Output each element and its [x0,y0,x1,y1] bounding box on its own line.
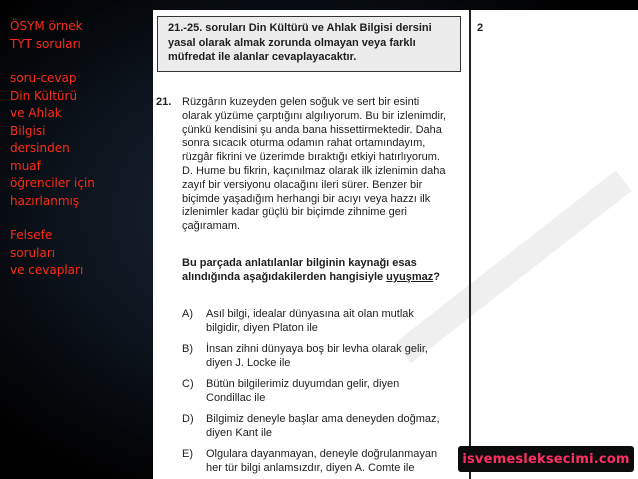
caption-line: dersinden [10,141,70,155]
caption-line: ve Ahlak [10,106,62,120]
exam-page [153,10,638,479]
option-line: Olgulara dayanmayan, deneyle doğrulanmayan [206,448,438,460]
question-number: 21. [156,96,172,108]
option-letter: D) [182,413,194,425]
passage-line: biçimde yaşadığım herhangi bir acıyı veya hazzı ilk [182,192,431,205]
left-caption-panel [10,18,150,297]
instruction-line: müfredat ile alanlar cevaplayacaktır. [168,51,357,63]
passage-line: çağıramam. [182,220,241,233]
side-page-number: 2 [477,22,484,34]
caption-line: ve cevapları [10,263,84,277]
option-letter: A) [182,308,193,320]
caption-block-description [10,70,150,210]
caption-line: soru-cevap [10,71,77,85]
option-line: Condillac ile [206,392,266,405]
instruction-line: 21.-25. soruları Din Kültürü ve Ahlak Bilgisi dersini [168,22,432,34]
caption-line: Din Kültürü [10,88,78,103]
caption-line: TYT soruları [10,36,81,51]
option-line: bilgidir, diyen Platon ile [206,322,318,335]
instruction-box [157,16,461,72]
option-line: her tür bilgi anlamsızdır, diyen A. Comte ile [206,462,415,475]
passage-line: izlenimler kadar güçlü bir biçimde zihnime geri [182,206,407,219]
option-letter: B) [182,343,193,355]
caption-line: soruları [10,245,56,260]
column-divider [469,10,471,479]
caption-line: ÖSYM örnek [10,19,83,33]
caption-line: Bilgisi [10,123,46,138]
caption-line: muaf [10,158,41,173]
option-letter: E) [182,448,193,460]
passage-line: olarak yüzüme çarptığını algılıyorum. Bu bir izlenimdir, [182,109,447,122]
option-line: Asıl bilgi, idealar dünyasına ait olan mutlak [206,308,414,320]
stem-text: alındığında aşağıdakilerden hangisiyle [182,271,387,283]
option-line: Bilgimiz deneyle başlar ama deneyden doğmaz, [206,413,440,425]
passage-line: sonra sıcacık oturma odamın rahat ortamındayım, [182,137,426,150]
question-stem [182,256,440,284]
instruction-text [168,21,432,65]
caption-block-subject [10,227,150,280]
caption-line: öğrenciler için [10,176,95,190]
option-letter: C) [182,378,194,390]
caption-line: Felsefe [10,228,53,242]
option-line: Bütün bilgilerimiz duyumdan gelir, diyen [206,378,400,390]
option-line: diyen J. Locke ile [206,357,291,370]
website-watermark-badge: isvemesleksecimi.com [458,446,634,472]
passage-line: D. Hume bu fikrin, kaçınılmaz olarak ilk izlenimin daha [182,164,446,177]
passage-line: çünkü kendisini şu anda bana hissettirmektedir. Daha [182,123,442,136]
option-line: İnsan zihni dünyaya boş bir levha olarak gelir, [206,343,428,355]
passage-line: Rüzgârın kuzeyden gelen soğuk ve sert bir esinti [182,96,420,108]
caption-line: hazırlanmış [10,193,80,208]
instruction-line: yasal olarak almak zorunda olmayan veya farklı [168,36,416,49]
passage-line: rüzgâr fikrini ve üzerimde bıraktığı etkiyi hatırlıyorum. [182,151,440,164]
option-line: diyen Kant ile [206,427,273,440]
caption-block-title [10,18,150,53]
passage-line: zayıf bir versiyonu olacağını ileri sürer. Benzer bir [182,178,423,191]
stem-keyword: uyuşmaz [386,271,434,283]
stem-line: Bu parçada anlatılanlar bilginin kaynağı esas [182,257,417,269]
stem-question-mark: ? [433,271,440,283]
question-passage [182,96,446,234]
